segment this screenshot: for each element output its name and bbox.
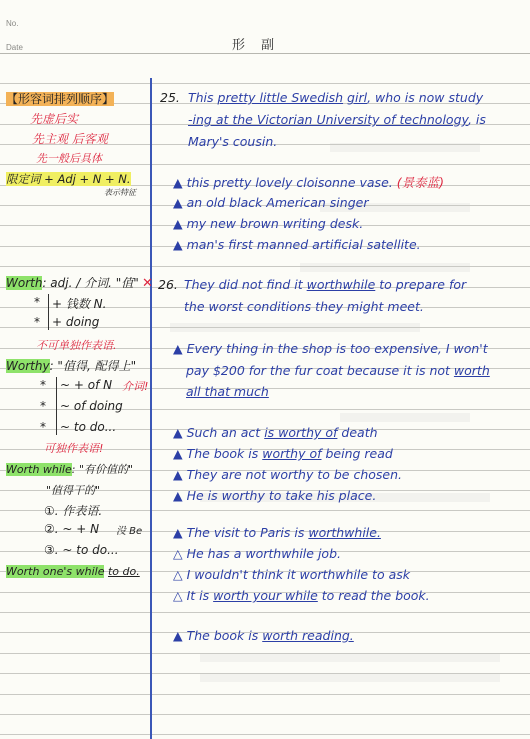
paragraph-line-1: ▲ Every thing in the shop is too expensive, I won't [173, 341, 488, 356]
worth-def: : adj. / 介词. "值" [42, 276, 139, 290]
worthwhile-rule-1-note: 没 Be [116, 526, 143, 537]
worthy-rule-2: ~ of doing [60, 399, 123, 413]
ruled-line [0, 612, 530, 613]
ruled-line [0, 694, 530, 695]
worthwhile-def: : "有价值的" [71, 463, 134, 476]
worthwhile-rule-2: ③. ~ to do... [44, 543, 119, 557]
worth-example-7: △ I wouldn't think it worthwhile to ask [173, 567, 410, 582]
example-2: ▲ an old black American singer [173, 195, 369, 210]
worth-example-1: ▲ Such an act is worthy of death [173, 425, 378, 440]
worth-example-3: ▲ They are not worthy to be chosen. [173, 467, 402, 482]
notebook-page: No. Date 形 副 【形容词排列顺序】 先虚后实 先主观 后客观 先一般后具体 限定词 + Adj + N + N. 表示特征 Worth: adj. / 介词. "值" * + 钱数 N. * + doing 不可单独作表语. ✕ Worthy: "值得, 配得上" * ~ + of N 介词! * ~ of doing * ~ to do... 可独作表语! Worth while: "有价值的" "值得干的" ①. 作表语. ②. ~ + N 没 Be ③. ~ to do... Worth one's while to do. 25. This pretty little Swedish girl, who is now study -ing at the Victorian University of technology, is Mary's cousin. ▲ this pretty lovely cloisonne vase. (景泰蓝) ▲ an old black American singer ▲ my new brown writing desk. ▲ man's first manned artificial satellite. 26. They did not find it worthwhile to prepare for the worst conditions they might meet. ▲ Every thing in the shop is too expensive, I won't pay $200 for the fur coat because it is not worth all that much ▲ Such an act is worthy of death ▲ The book is worthy of being read ▲ They are not worthy to be chosen. ▲ He is worthy to take his place. ▲ The visit to Paris is worthwhile. △ He has a worthwhile job. △ I wouldn't think it worthwhile to ask △ It is worth your while to read the book. ▲ The book is worth reading. [0, 0, 530, 739]
rule-1b: 先主观 后客观 [32, 132, 108, 146]
worthsw-label: Worth one's while [6, 565, 105, 578]
left-title [6, 90, 114, 107]
worthy-note: 可独作表语! [44, 442, 104, 455]
header-line [0, 53, 530, 54]
worthwhile-rule-1: ②. ~ + N [44, 522, 100, 536]
worthy-rule-1: ~ + of N [60, 378, 113, 392]
ruled-line [0, 714, 530, 715]
worthy-bracket [56, 377, 57, 435]
paragraph-line-2: pay $200 for the fur coat because it is not worth [186, 363, 490, 378]
ruled-line [0, 266, 530, 267]
worthsw-tail: to do. [107, 565, 140, 578]
worth-ones-while [6, 565, 140, 578]
bleed-through [200, 673, 500, 682]
worth-example-2: ▲ The book is worthy of being read [173, 446, 393, 461]
example-4: ▲ man's first manned artificial satellite. [173, 237, 421, 252]
sentence-25-line-1: This pretty little Swedish girl, who is now study [188, 90, 484, 105]
ruled-line [0, 83, 530, 84]
formula [6, 171, 131, 187]
bleed-through [300, 263, 470, 272]
formula-text: 限定词 + Adj + N + N. [6, 172, 131, 186]
worth-rule-2: + doing [52, 315, 100, 329]
paragraph-line-3: all that much [186, 384, 269, 399]
ruled-line [0, 653, 530, 654]
sentence-26-number: 26. [158, 277, 178, 292]
sentence-25-line-3: Mary's cousin. [188, 134, 278, 149]
rule-1c: 先一般后具体 [36, 152, 102, 165]
worthy-heading [6, 357, 136, 374]
sentence-25-line-2: -ing at the Victorian University of technology, is [188, 112, 486, 127]
worth-label: Worth [6, 276, 43, 290]
worthy-def: : "值得, 配得上" [49, 359, 137, 373]
worthwhile-label: Worth while [6, 463, 72, 476]
worthy-rule-1-note: 介词! [122, 380, 149, 393]
worthy-rule-3: ~ to do... [60, 420, 117, 434]
worthwhile-heading [6, 461, 133, 477]
worth-bracket [48, 294, 49, 330]
worth-example-9: ▲ The book is worth reading. [173, 628, 354, 643]
worth-example-5: ▲ The visit to Paris is worthwhile. [173, 525, 381, 540]
ruled-line [0, 673, 530, 674]
worth-example-6: △ He has a worthwhile job. [173, 546, 341, 561]
worthy-label: Worthy [6, 359, 50, 373]
star-mark: ✕ [142, 276, 153, 291]
worth-example-4: ▲ He is worthy to take his place. [173, 488, 377, 503]
worthwhile-def2: "值得干的" [46, 484, 101, 497]
no-label: No. [6, 19, 19, 28]
example-1: ▲ this pretty lovely cloisonne vase. (景泰蓝) [173, 175, 444, 190]
sentence-26-line-1: They did not find it worthwhile to prepare for [184, 277, 467, 292]
left-title-text: 【形容词排列顺序】 [6, 92, 115, 106]
worth-heading [6, 274, 139, 291]
bleed-through [340, 413, 470, 422]
formula-note: 表示特征 [104, 188, 136, 197]
example-3: ▲ my new brown writing desk. [173, 216, 364, 231]
rule-1a: 先虚后实 [30, 112, 79, 126]
sentence-25-number: 25. [160, 90, 180, 105]
worth-note: 不可单独作表语. [36, 339, 117, 352]
date-label: Date [6, 43, 23, 52]
bleed-through [200, 653, 500, 662]
sentence-26-line-2: the worst conditions they might meet. [184, 299, 424, 314]
worthwhile-rule-0: ①. 作表语. [44, 504, 103, 518]
worth-example-8: △ It is worth your while to read the book. [173, 588, 430, 603]
worth-rule-1: + 钱数 N. [52, 297, 107, 311]
margin-line [150, 78, 152, 739]
ruled-line [0, 734, 530, 735]
page-title: 形 副 [232, 38, 281, 53]
